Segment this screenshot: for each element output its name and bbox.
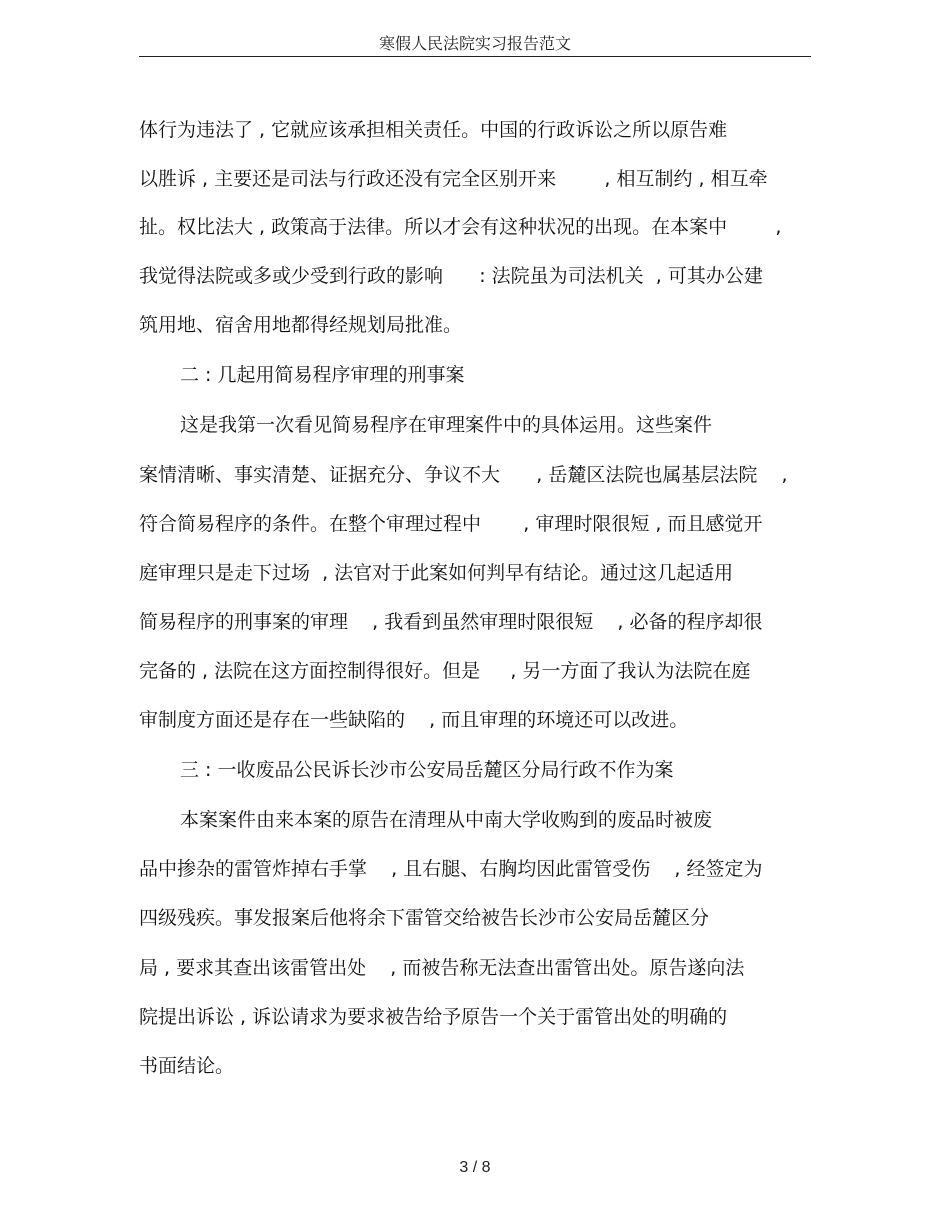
text-line: 符合简易程序的条件。在整个审理过程中 , 审理时限很短 , 而且感觉开 [139, 513, 763, 535]
section-heading: 二 : 几起用简易程序审理的刑事案 [180, 364, 465, 386]
text-line: 完备的 , 法院在这方面控制得很好。但是 , 另一方面了我认为法院在庭 [139, 660, 751, 682]
text-line: 庭审理只是走下过场 , 法官对于此案如何判早有结论。通过这几起适用 [139, 562, 734, 584]
page-number: 3 / 8 [459, 1159, 491, 1176]
text-line: 审制度方面还是存在一些缺陷的 , 而且审理的环境还可以改进。 [139, 709, 689, 731]
header-rule [139, 56, 811, 57]
text-line: 我觉得法院或多或少受到行政的影响 : 法院虽为司法机关 , 可其办公建 [139, 265, 763, 287]
text-line: 简易程序的刑事案的审理 , 我看到虽然审理时限很短 , 必备的程序却很 [139, 611, 763, 633]
text-line: 品中掺杂的雷管炸掉右手掌 , 且右腿、右胸均因此雷管受伤 , 经签定为 [139, 858, 763, 880]
text-line: 以胜诉 , 主要还是司法与行政还没有完全区别开来 , 相互制约 , 相互牵 [139, 168, 768, 190]
text-line: 院提出诉讼 , 诉讼请求为要求被告给予原告一个关于雷管出处的明确的 [139, 1006, 728, 1028]
section-heading: 三 : 一收废品公民诉长沙市公安局岳麓区分局行政不作为案 [180, 759, 674, 781]
text-line: 本案案件由来本案的原告在清理从中南大学收购到的废品时被废 [180, 809, 713, 831]
text-line: 这是我第一次看见简易程序在审理案件中的具体运用。这些案件 [180, 414, 713, 436]
text-line: 四级残疾。事发报案后他将余下雷管交给被告长沙市公安局岳麓区分 [139, 907, 710, 929]
page-header-title: 寒假人民法院实习报告范文 [378, 34, 571, 53]
text-line: 扯。权比法大 , 政策高于法律。所以才会有这种状况的出现。在本案中 , [139, 216, 782, 238]
text-line: 局 , 要求其查出该雷管出处 , 而被告称无法查出雷管出处。原告遂向法 [139, 957, 745, 979]
text-line: 筑用地、宿舍用地都得经规划局批准。 [139, 314, 463, 336]
text-line: 体行为违法了 , 它就应该承担相关责任。中国的行政诉讼之所以原告难 [139, 119, 728, 141]
text-line: 案情清晰、事实清楚、证据充分、争议不大 , 岳麓区法院也属基层法院 , [139, 464, 788, 486]
text-line: 书面结论。 [139, 1055, 235, 1077]
